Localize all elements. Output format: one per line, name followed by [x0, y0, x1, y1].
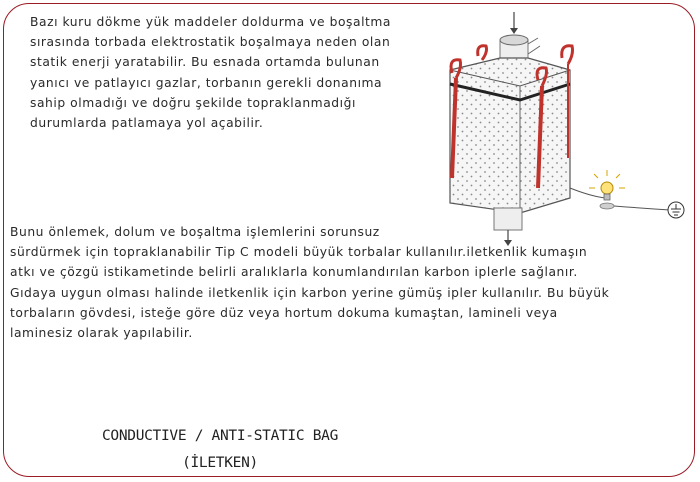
intro-paragraph: Bazı kuru dökme yük maddeler doldurma ve boşaltma sırasında torbada elektrostatik boşalmaya neden olan statik enerji yaratabilir. Bu esnada ortamda bulunan yanıcı ve patlayıcı gazlar, torbanın gerekli donanıma sahip olmadığı ve doğru şekilde topraklanmadığı durumlarda patlamaya yol açabilir. — [30, 15, 392, 131]
caption-title: CONDUCTIVE / ANTI-STATIC BAG — [101, 428, 339, 444]
bag-body — [450, 58, 570, 213]
caption-subtitle: (İLETKEN) — [182, 455, 258, 471]
bag-illustration — [420, 8, 690, 248]
solution-paragraph: Bunu önlemek, dolum ve boşaltma işlemlerini sorunsuz sürdürmek için topraklanabilir Tip C modeli büyük torbalar kullanılır.iletkenlik kumaşın atkı ve çözgü istikametinde belirli aralıklarla konumlandırılan karbon iplerle sağlanır. Gıdaya uygun olması halinde iletkenlik için karbon yerine gümüş ipler kullanılır. Bu büyük torbaların gövdesi, isteğe göre düz veya hortum dokuma kumaştan, lamineli veya laminesiz olarak yapılabilir. — [10, 225, 610, 341]
light-bulb-icon — [589, 170, 670, 210]
grounding-wire — [570, 188, 605, 198]
ground-symbol-icon — [668, 202, 684, 218]
